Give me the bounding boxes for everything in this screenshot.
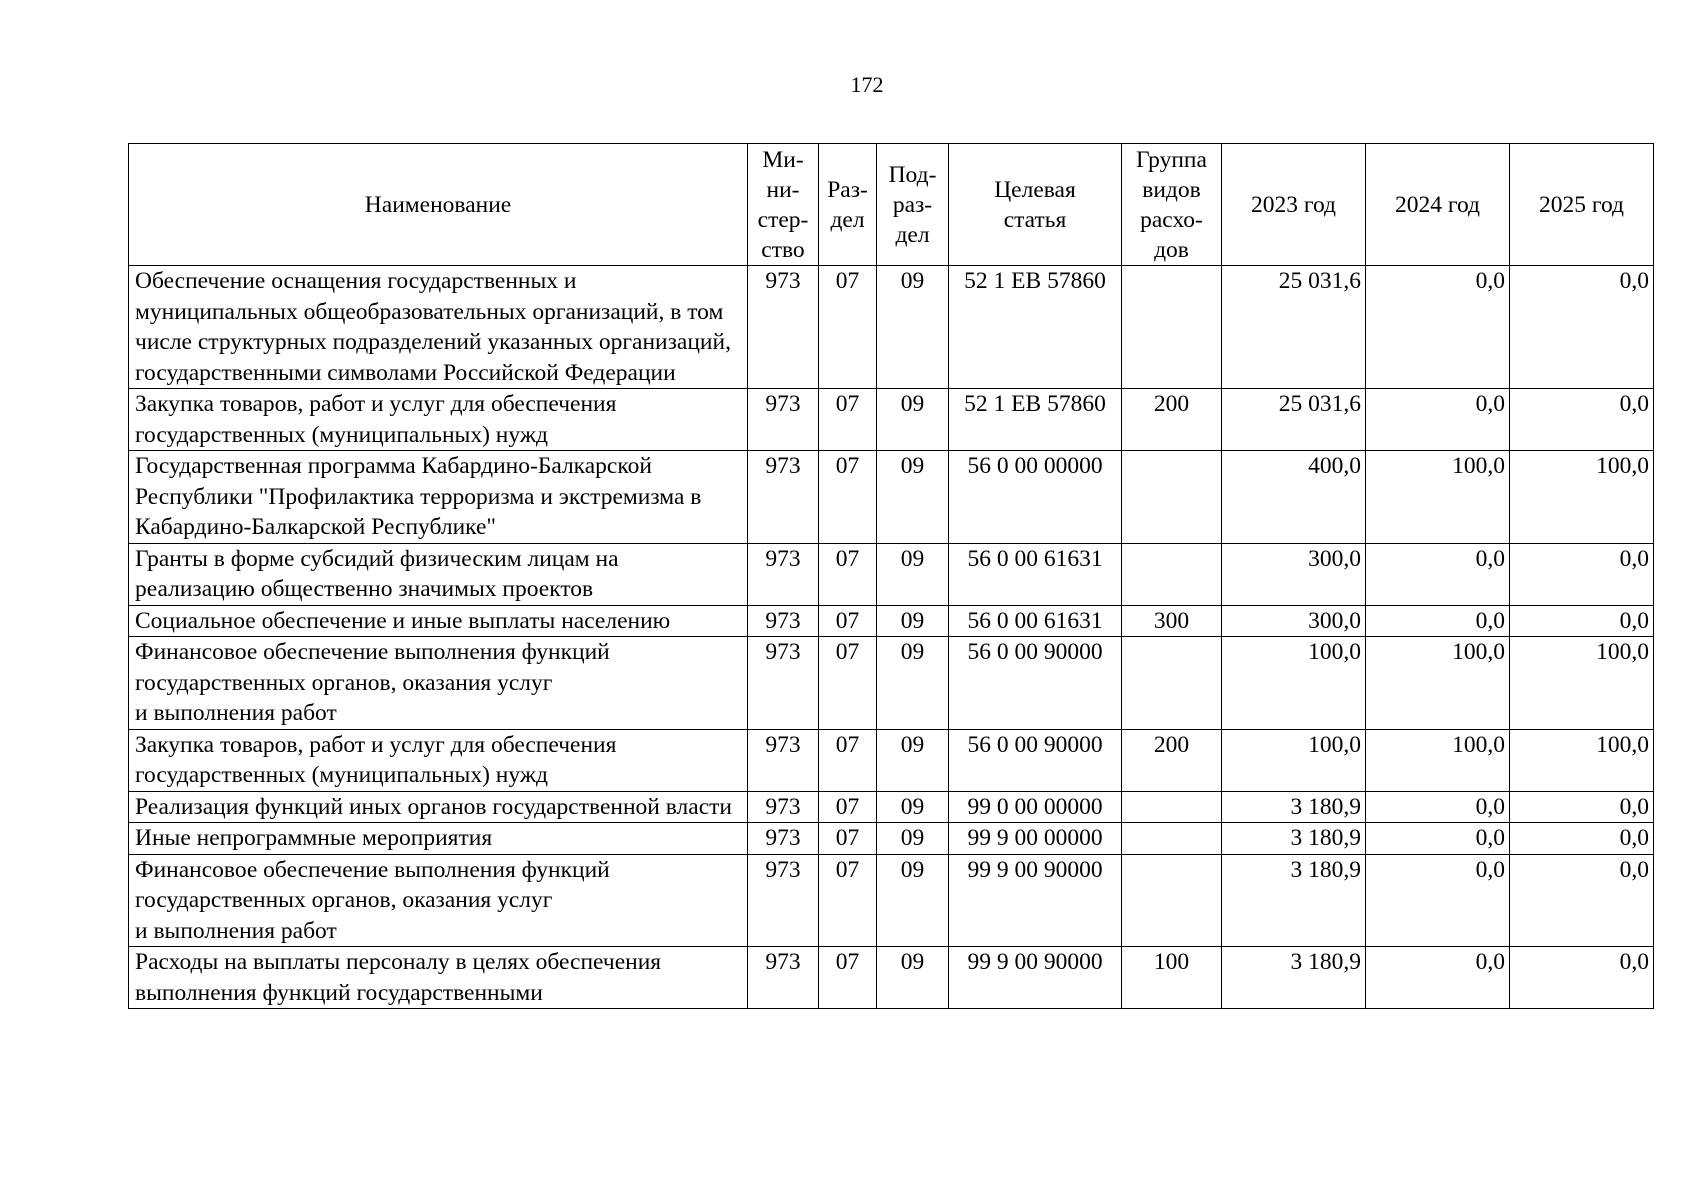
cell-section: 07	[819, 791, 877, 823]
cell-section: 07	[819, 947, 877, 1009]
cell-name: Расходы на выплаты персоналу в целях обеспечения выполнения функций государственными	[129, 947, 748, 1009]
cell-2024: 0,0	[1366, 605, 1510, 637]
cell-2023: 3 180,9	[1222, 854, 1366, 947]
cell-target: 99 9 00 90000	[949, 947, 1122, 1009]
cell-target: 56 0 00 90000	[949, 729, 1122, 791]
cell-2025: 0,0	[1510, 543, 1654, 605]
cell-2024: 0,0	[1366, 543, 1510, 605]
cell-2025: 0,0	[1510, 854, 1654, 947]
header-target: Целевая статья	[949, 144, 1122, 266]
cell-target: 56 0 00 61631	[949, 543, 1122, 605]
cell-ministry: 973	[748, 854, 819, 947]
cell-2024: 0,0	[1366, 389, 1510, 451]
cell-2024: 100,0	[1366, 637, 1510, 730]
table-row	[129, 605, 1654, 637]
cell-2023: 25 031,6	[1222, 389, 1366, 451]
cell-2024: 0,0	[1366, 791, 1510, 823]
cell-subsection: 09	[877, 605, 949, 637]
cell-section: 07	[819, 451, 877, 544]
cell-subsection: 09	[877, 729, 949, 791]
cell-group	[1122, 266, 1222, 389]
cell-2024: 100,0	[1366, 451, 1510, 544]
cell-2023: 3 180,9	[1222, 791, 1366, 823]
cell-2024: 100,0	[1366, 729, 1510, 791]
table-row	[129, 854, 1654, 947]
cell-group	[1122, 854, 1222, 947]
cell-group	[1122, 823, 1222, 855]
table-row	[129, 823, 1654, 855]
cell-2024: 0,0	[1366, 854, 1510, 947]
cell-target: 99 0 00 00000	[949, 791, 1122, 823]
cell-2023: 300,0	[1222, 543, 1366, 605]
cell-2025: 0,0	[1510, 947, 1654, 1009]
header-group: Группа видов расхо- дов	[1122, 144, 1222, 266]
cell-target: 52 1 EB 57860	[949, 266, 1122, 389]
cell-ministry: 973	[748, 637, 819, 730]
cell-target: 56 0 00 61631	[949, 605, 1122, 637]
cell-2025: 0,0	[1510, 823, 1654, 855]
cell-name: Закупка товаров, работ и услуг для обеспечения государственных (муниципальных) нужд	[129, 389, 748, 451]
cell-target: 56 0 00 90000	[949, 637, 1122, 730]
cell-section: 07	[819, 266, 877, 389]
cell-ministry: 973	[748, 543, 819, 605]
cell-ministry: 973	[748, 451, 819, 544]
cell-2025: 0,0	[1510, 389, 1654, 451]
cell-2024: 0,0	[1366, 823, 1510, 855]
cell-section: 07	[819, 605, 877, 637]
cell-2025: 0,0	[1510, 266, 1654, 389]
header-2024: 2024 год	[1366, 144, 1510, 266]
header-ministry: Ми- ни- стер- ство	[748, 144, 819, 266]
cell-2023: 400,0	[1222, 451, 1366, 544]
cell-group	[1122, 791, 1222, 823]
cell-group: 200	[1122, 729, 1222, 791]
cell-section: 07	[819, 389, 877, 451]
budget-table	[128, 143, 1654, 1009]
cell-target: 99 9 00 90000	[949, 854, 1122, 947]
header-subsection: Под- раз- дел	[877, 144, 949, 266]
cell-2024: 0,0	[1366, 947, 1510, 1009]
table-row	[129, 451, 1654, 544]
cell-target: 52 1 EB 57860	[949, 389, 1122, 451]
header-2023: 2023 год	[1222, 144, 1366, 266]
cell-group	[1122, 451, 1222, 544]
cell-2025: 100,0	[1510, 451, 1654, 544]
cell-name: Финансовое обеспечение выполнения функций государственных органов, оказания услуг и выполнения работ	[129, 637, 748, 730]
cell-subsection: 09	[877, 637, 949, 730]
cell-name: Закупка товаров, работ и услуг для обеспечения государственных (муниципальных) нужд	[129, 729, 748, 791]
cell-ministry: 973	[748, 389, 819, 451]
cell-ministry: 973	[748, 605, 819, 637]
cell-2025: 0,0	[1510, 791, 1654, 823]
table-row	[129, 729, 1654, 791]
table-row	[129, 791, 1654, 823]
cell-name: Иные непрограммные мероприятия	[129, 823, 748, 855]
header-section: Раз- дел	[819, 144, 877, 266]
table-row	[129, 637, 1654, 730]
cell-subsection: 09	[877, 543, 949, 605]
cell-2023: 25 031,6	[1222, 266, 1366, 389]
cell-2025: 0,0	[1510, 605, 1654, 637]
cell-name: Социальное обеспечение и иные выплаты населению	[129, 605, 748, 637]
cell-subsection: 09	[877, 947, 949, 1009]
cell-name: Гранты в форме субсидий физическим лицам на реализацию общественно значимых проектов	[129, 543, 748, 605]
cell-name: Финансовое обеспечение выполнения функций государственных органов, оказания услуг и выполнения работ	[129, 854, 748, 947]
page-number: 172	[850, 72, 884, 97]
cell-2023: 100,0	[1222, 637, 1366, 730]
cell-target: 99 9 00 00000	[949, 823, 1122, 855]
cell-2024: 0,0	[1366, 266, 1510, 389]
cell-2023: 300,0	[1222, 605, 1366, 637]
cell-section: 07	[819, 823, 877, 855]
cell-ministry: 973	[748, 791, 819, 823]
table-header	[129, 144, 1654, 266]
cell-section: 07	[819, 637, 877, 730]
cell-group	[1122, 637, 1222, 730]
cell-target: 56 0 00 00000	[949, 451, 1122, 544]
cell-section: 07	[819, 543, 877, 605]
table-body	[129, 266, 1654, 1009]
cell-subsection: 09	[877, 451, 949, 544]
table-row	[129, 947, 1654, 1009]
cell-2023: 3 180,9	[1222, 947, 1366, 1009]
header-name: Наименование	[129, 144, 748, 266]
cell-ministry: 973	[748, 823, 819, 855]
cell-ministry: 973	[748, 947, 819, 1009]
cell-section: 07	[819, 854, 877, 947]
cell-2023: 100,0	[1222, 729, 1366, 791]
cell-2025: 100,0	[1510, 729, 1654, 791]
table-row	[129, 389, 1654, 451]
cell-name: Обеспечение оснащения государственных и муниципальных общеобразовательных организаций, в том числе структурных подразделений указанных организаций, государственными символами Российской Федерации	[129, 266, 748, 389]
cell-group: 200	[1122, 389, 1222, 451]
cell-subsection: 09	[877, 854, 949, 947]
cell-subsection: 09	[877, 823, 949, 855]
cell-subsection: 09	[877, 266, 949, 389]
cell-name: Реализация функций иных органов государственной власти	[129, 791, 748, 823]
header-2025: 2025 год	[1510, 144, 1654, 266]
cell-section: 07	[819, 729, 877, 791]
cell-group: 300	[1122, 605, 1222, 637]
cell-2025: 100,0	[1510, 637, 1654, 730]
cell-name: Государственная программа Кабардино-Балкарской Республики "Профилактика терроризма и экстремизма в Кабардино-Балкарской Республике"	[129, 451, 748, 544]
cell-group: 100	[1122, 947, 1222, 1009]
cell-ministry: 973	[748, 266, 819, 389]
table-row	[129, 266, 1654, 389]
cell-group	[1122, 543, 1222, 605]
table-row	[129, 543, 1654, 605]
cell-2023: 3 180,9	[1222, 823, 1366, 855]
cell-subsection: 09	[877, 389, 949, 451]
cell-ministry: 973	[748, 729, 819, 791]
cell-subsection: 09	[877, 791, 949, 823]
